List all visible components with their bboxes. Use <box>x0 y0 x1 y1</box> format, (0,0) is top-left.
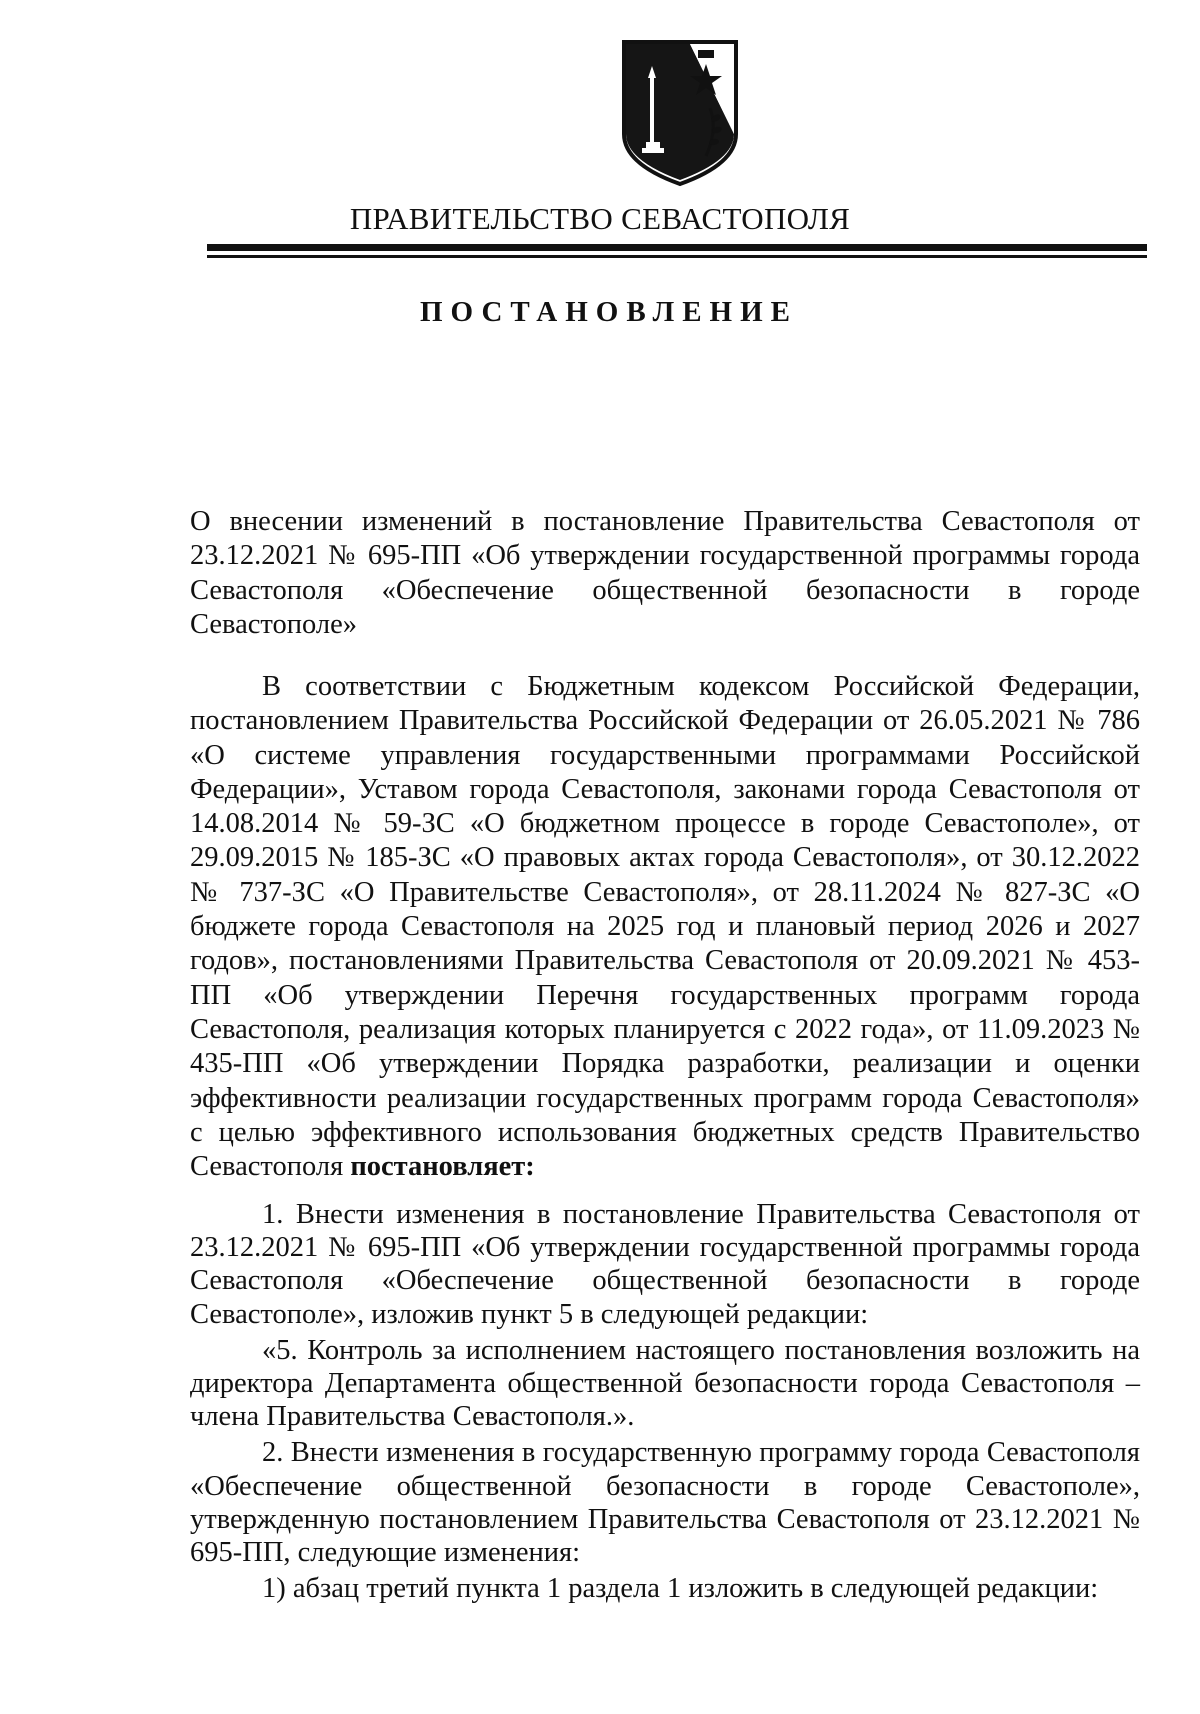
government-name: ПРАВИТЕЛЬСТВО СЕВАСТОПОЛЯ <box>349 201 851 236</box>
clause-paragraph: 1) абзац третий пункта 1 раздела 1 изложить в следующей редакции: <box>262 1573 1099 1605</box>
preamble <box>190 670 1140 1184</box>
clause-paragraph: 1. Внести изменения в постановление Правительства Севастополя от 23.12.2021 № 695-ПП «Об утверждении государственной программы города Севастополя «Обеспечение общественной безопасности в городе Севастополе», изложив пункт 5 в следующей редакции: <box>190 1199 1140 1330</box>
preamble-paragraph <box>190 670 1140 1184</box>
header-rule-thin <box>207 255 1147 258</box>
preamble-text: В соответствии с Бюджетным кодексом Российской Федерации, постановлением Правительства Российской Федерации от 26.05.2021 № 786 «О системе управления государственными программами Российской Федерации», Уставом города Севастополя, законами города Севастополя от 14.08.2014 № 59-ЗС «О бюджетном процессе в городе Севастополе», от 29.09.2015 № 185-ЗС «О правовых актах города Севастополя», от 30.12.2022 № 737-ЗС «О Правительстве Севастополя», от 28.11.2024 № 827-ЗС «О бюджете города Севастополя на 2025 год и плановый период 2026 и 2027 годов», постановлениями Правительства Севастополя от 20.09.2021 № 453-ПП «Об утверждении Перечня государственных программ города Севастополя, реализация которых планируется с 2022 года», от 11.09.2023 № 435-ПП «Об утверждении Порядка разработки, реализации и оценки эффективности реализации государственных программ города Севастополя» с целью эффективного использования бюджетных средств Правительство Севастополя <box>190 671 1140 1183</box>
header-rule-thick <box>207 244 1147 251</box>
document-subject <box>190 505 1140 642</box>
subject-text: О внесении изменений в постановление Правительства Севастополя от 23.12.2021 № 695-ПП «Об утверждении государственной программы города Севастополя «Обеспечение общественной безопасности в городе Севастополе» <box>190 506 1140 640</box>
coat-of-arms-emblem <box>620 38 740 188</box>
clauses <box>190 1198 1140 1608</box>
resolves-keyword: постановляет: <box>350 1151 535 1183</box>
document-type-title: ПОСТАНОВЛЕНИЕ <box>419 296 798 328</box>
clause-paragraph: «5. Контроль за исполнением настоящего постановления возложить на директора Департамента общественной безопасности города Севастополя – члена Правительства Севастополя.». <box>190 1334 1140 1433</box>
clause-paragraph: 2. Внести изменения в государственную программу города Севастополя «Обеспечение общественной безопасности в городе Севастополе», утвержденную постановлением Правительства Севастополя от 23.12.2021 № 695-ПП, следующие изменения: <box>190 1437 1140 1569</box>
